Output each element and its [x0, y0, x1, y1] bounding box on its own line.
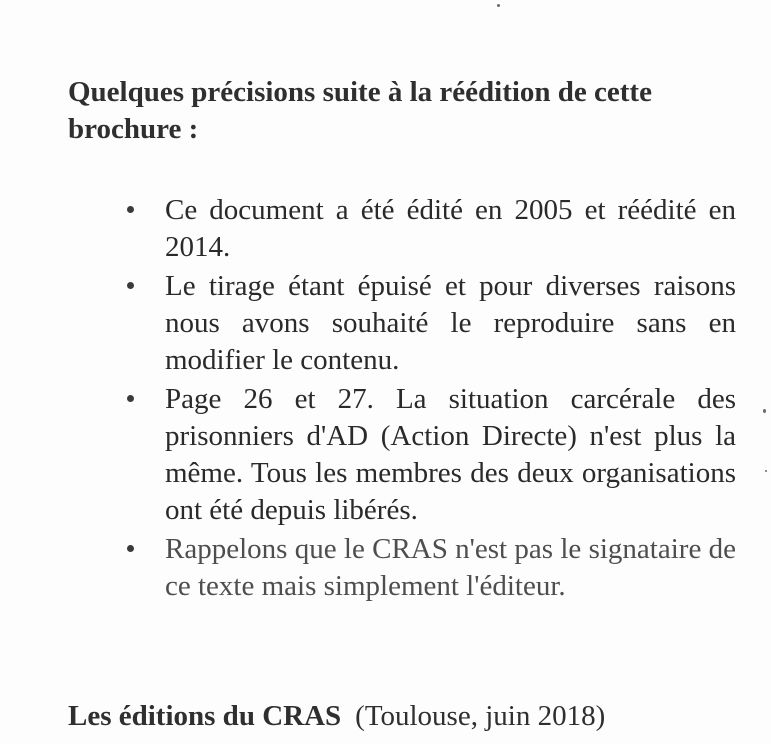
bullet-icon [127, 545, 134, 552]
list-item-text: Rappelons que le CRAS n'est pas le signataire de ce texte mais simplement l'éditeur. [165, 533, 736, 602]
publisher-footer [68, 698, 758, 735]
list-item [100, 192, 736, 266]
list-item [100, 268, 736, 379]
list-item-text: Ce document a été édité en 2005 et réédité en 2014. [165, 194, 736, 263]
scan-speck [765, 470, 767, 472]
publisher-name: Les éditions du CRAS [68, 700, 342, 732]
list-item-text: Page 26 et 27. La situation carcérale des prisonniers d'AD (Action Directe) n'est plus la même. Tous les membres des deux organisations ont été depuis libérés. [165, 383, 736, 526]
publication-place-date: (Toulouse, juin 2018) [355, 700, 606, 732]
list-item [100, 381, 736, 529]
scan-speck [497, 4, 500, 7]
page-heading: Quelques précisions suite à la réédition de cette brochure : [68, 76, 652, 145]
bullet-icon [127, 282, 134, 289]
list-item [100, 531, 736, 605]
list-item-text: Le tirage étant épuisé et pour diverses raisons nous avons souhaité le reproduire sans en modifier le contenu. [165, 270, 736, 376]
bullet-icon [127, 395, 134, 402]
scan-speck [763, 409, 766, 413]
notes-list [100, 192, 736, 607]
bullet-icon [127, 206, 134, 213]
